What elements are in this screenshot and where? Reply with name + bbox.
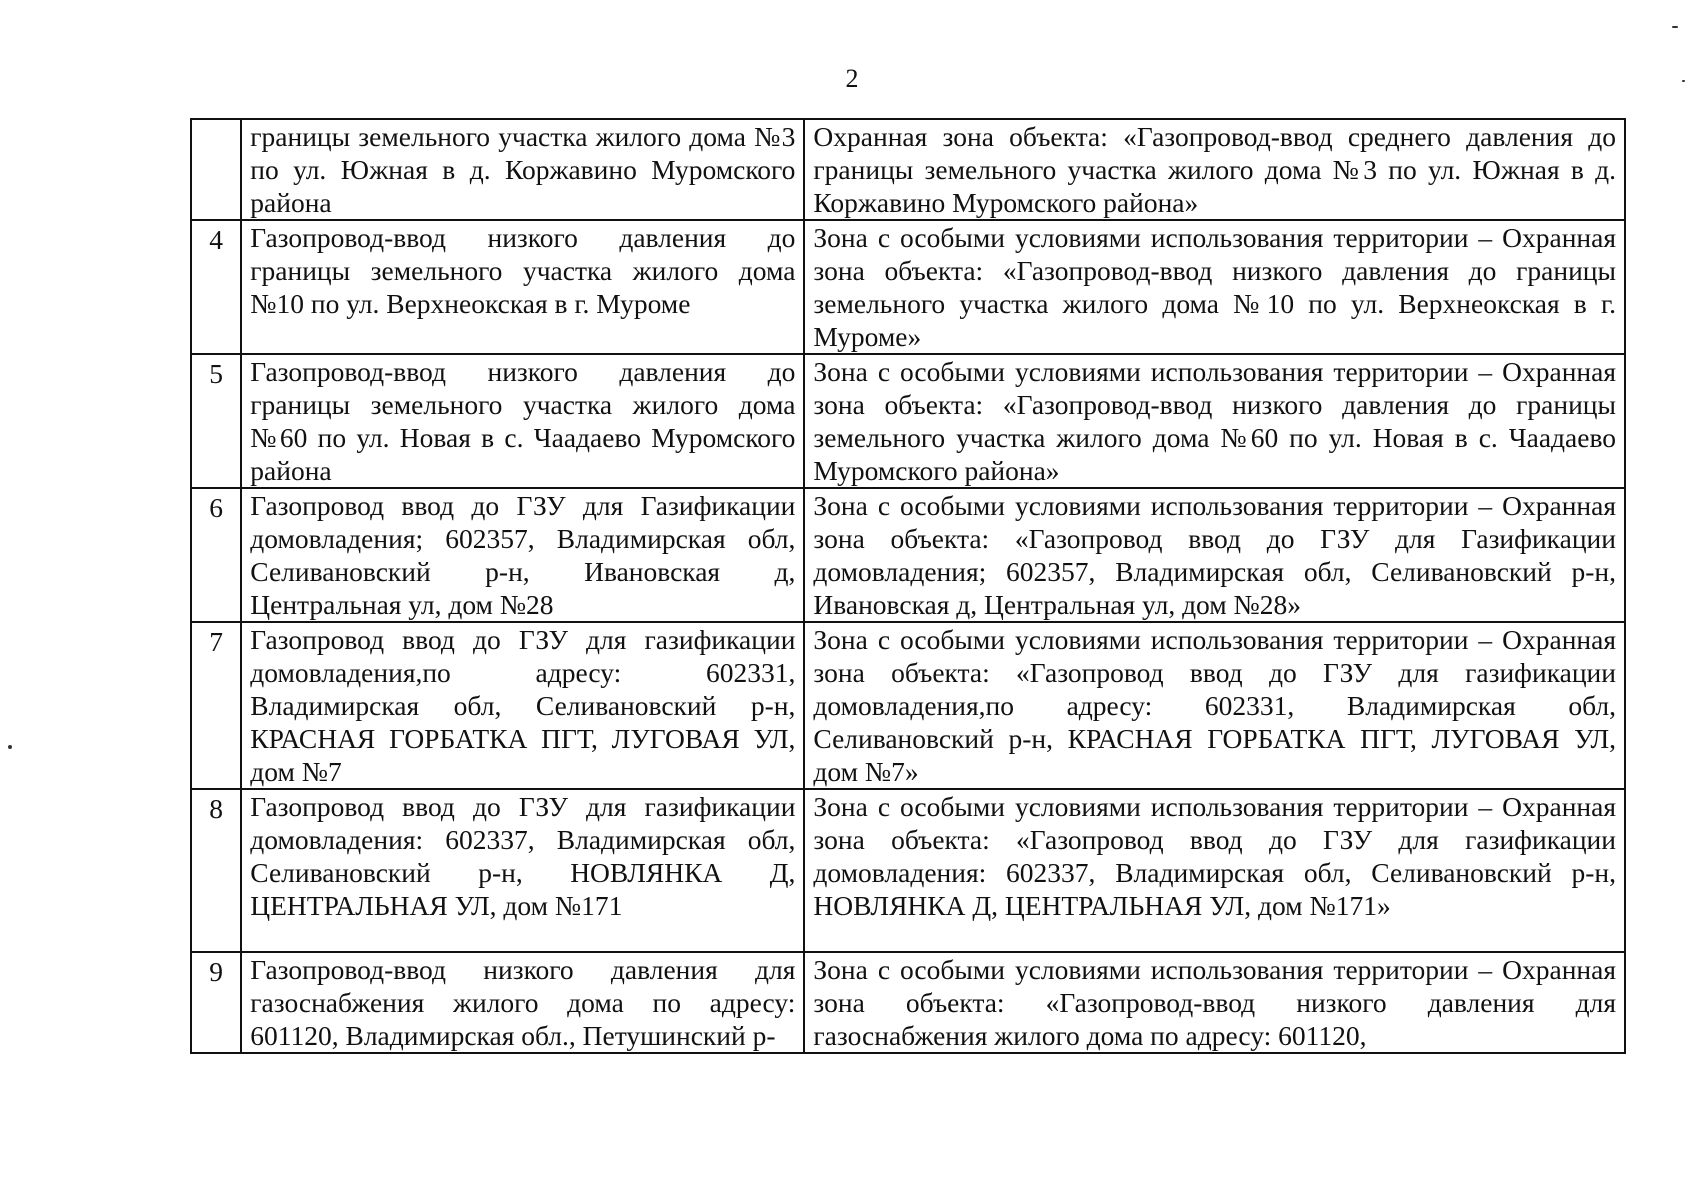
scan-speck <box>1672 26 1678 28</box>
zone-cell <box>804 952 1625 1053</box>
row-number: 4 <box>191 220 241 354</box>
table-row <box>191 220 1625 354</box>
zone-text: Зона с особыми условиями использования территории – Охранная зона объекта: «Газопровод ввод до ГЗУ для газификации домовладения: 602337, Владимирская обл, Селивановский р-н, НОВЛЯНКА Д, ЦЕНТРАЛЬНАЯ УЛ, дом №171» <box>813 791 1616 921</box>
zone-cell <box>804 220 1625 354</box>
row-number: 6 <box>191 488 241 622</box>
zone-text: Охранная зона объекта: «Газопровод-ввод среднего давления до границы земельного участка жилого дома №3 по ул. Южная в д. Коржавино Муромского района» <box>813 121 1616 218</box>
row-number: 8 <box>191 789 241 952</box>
zone-cell <box>804 488 1625 622</box>
object-text: Газопровод-ввод низкого давления для газоснабжения жилого дома по адресу: 601120, Владимирская обл., Петушинский р- <box>250 954 796 1051</box>
zones-table <box>190 118 1626 1054</box>
object-cell <box>241 952 804 1053</box>
scan-speck <box>8 745 12 749</box>
object-text: Газопровод ввод до ГЗУ для газификации домовладения,по адресу: 602331, Владимирская обл, Селивановский р-н, КРАСНАЯ ГОРБАТКА ПГТ, ЛУГОВАЯ УЛ, дом №7 <box>250 624 796 787</box>
table-row <box>191 622 1625 789</box>
table-row <box>191 119 1625 220</box>
object-cell <box>241 488 804 622</box>
row-number: 9 <box>191 952 241 1053</box>
object-text: Газопровод ввод до ГЗУ для газификации домовладения: 602337, Владимирская обл, Селивановский р-н, НОВЛЯНКА Д, ЦЕНТРАЛЬНАЯ УЛ, дом №171 <box>250 791 796 921</box>
zone-text: Зона с особыми условиями использования территории – Охранная зона объекта: «Газопровод-ввод низкого давления для газоснабжения жилого дома по адресу: 601120, <box>813 954 1616 1051</box>
scan-speck <box>1682 80 1685 82</box>
object-text: Газопровод ввод до ГЗУ для Газификации домовладения; 602357, Владимирская обл, Селивановский р-н, Ивановская д, Центральная ул, дом №28 <box>250 490 796 620</box>
zone-cell <box>804 789 1625 952</box>
object-cell <box>241 622 804 789</box>
zone-cell <box>804 622 1625 789</box>
table-row <box>191 354 1625 488</box>
zone-text: Зона с особыми условиями использования территории – Охранная зона объекта: «Газопровод-ввод низкого давления до границы земельного участка жилого дома №10 по ул. Верхнеокская в г. Муроме» <box>813 222 1616 352</box>
object-cell <box>241 119 804 220</box>
object-text: Газопровод-ввод низкого давления до границы земельного участка жилого дома №60 по ул. Новая в с. Чаадаево Муромского района <box>250 356 796 486</box>
zone-cell <box>804 354 1625 488</box>
object-text: Газопровод-ввод низкого давления до границы земельного участка жилого дома №10 по ул. Верхнеокская в г. Муроме <box>250 222 796 319</box>
table-row <box>191 488 1625 622</box>
row-number: 7 <box>191 622 241 789</box>
zone-text: Зона с особыми условиями использования территории – Охранная зона объекта: «Газопровод ввод до ГЗУ для газификации домовладения,по адресу: 602331, Владимирская обл, Селивановский р-н, КРАСНАЯ ГОРБАТКА ПГТ, ЛУГОВАЯ УЛ, дом №7» <box>813 624 1616 787</box>
object-cell <box>241 220 804 354</box>
table-row <box>191 789 1625 952</box>
zone-text: Зона с особыми условиями использования территории – Охранная зона объекта: «Газопровод ввод до ГЗУ для Газификации домовладения; 602357, Владимирская обл, Селивановский р-н, Ивановская д, Центральная ул, дом №28» <box>813 490 1616 620</box>
object-cell <box>241 354 804 488</box>
row-number <box>191 119 241 220</box>
zone-cell <box>804 119 1625 220</box>
zone-text: Зона с особыми условиями использования территории – Охранная зона объекта: «Газопровод-ввод низкого давления до границы земельного участка жилого дома №60 по ул. Новая в с. Чаадаево Муромского района» <box>813 356 1616 486</box>
object-cell <box>241 789 804 952</box>
table-row <box>191 952 1625 1053</box>
object-text: границы земельного участка жилого дома №3 по ул. Южная в д. Коржавино Муромского района <box>250 121 796 218</box>
page-number: 2 <box>845 64 859 93</box>
row-number: 5 <box>191 354 241 488</box>
